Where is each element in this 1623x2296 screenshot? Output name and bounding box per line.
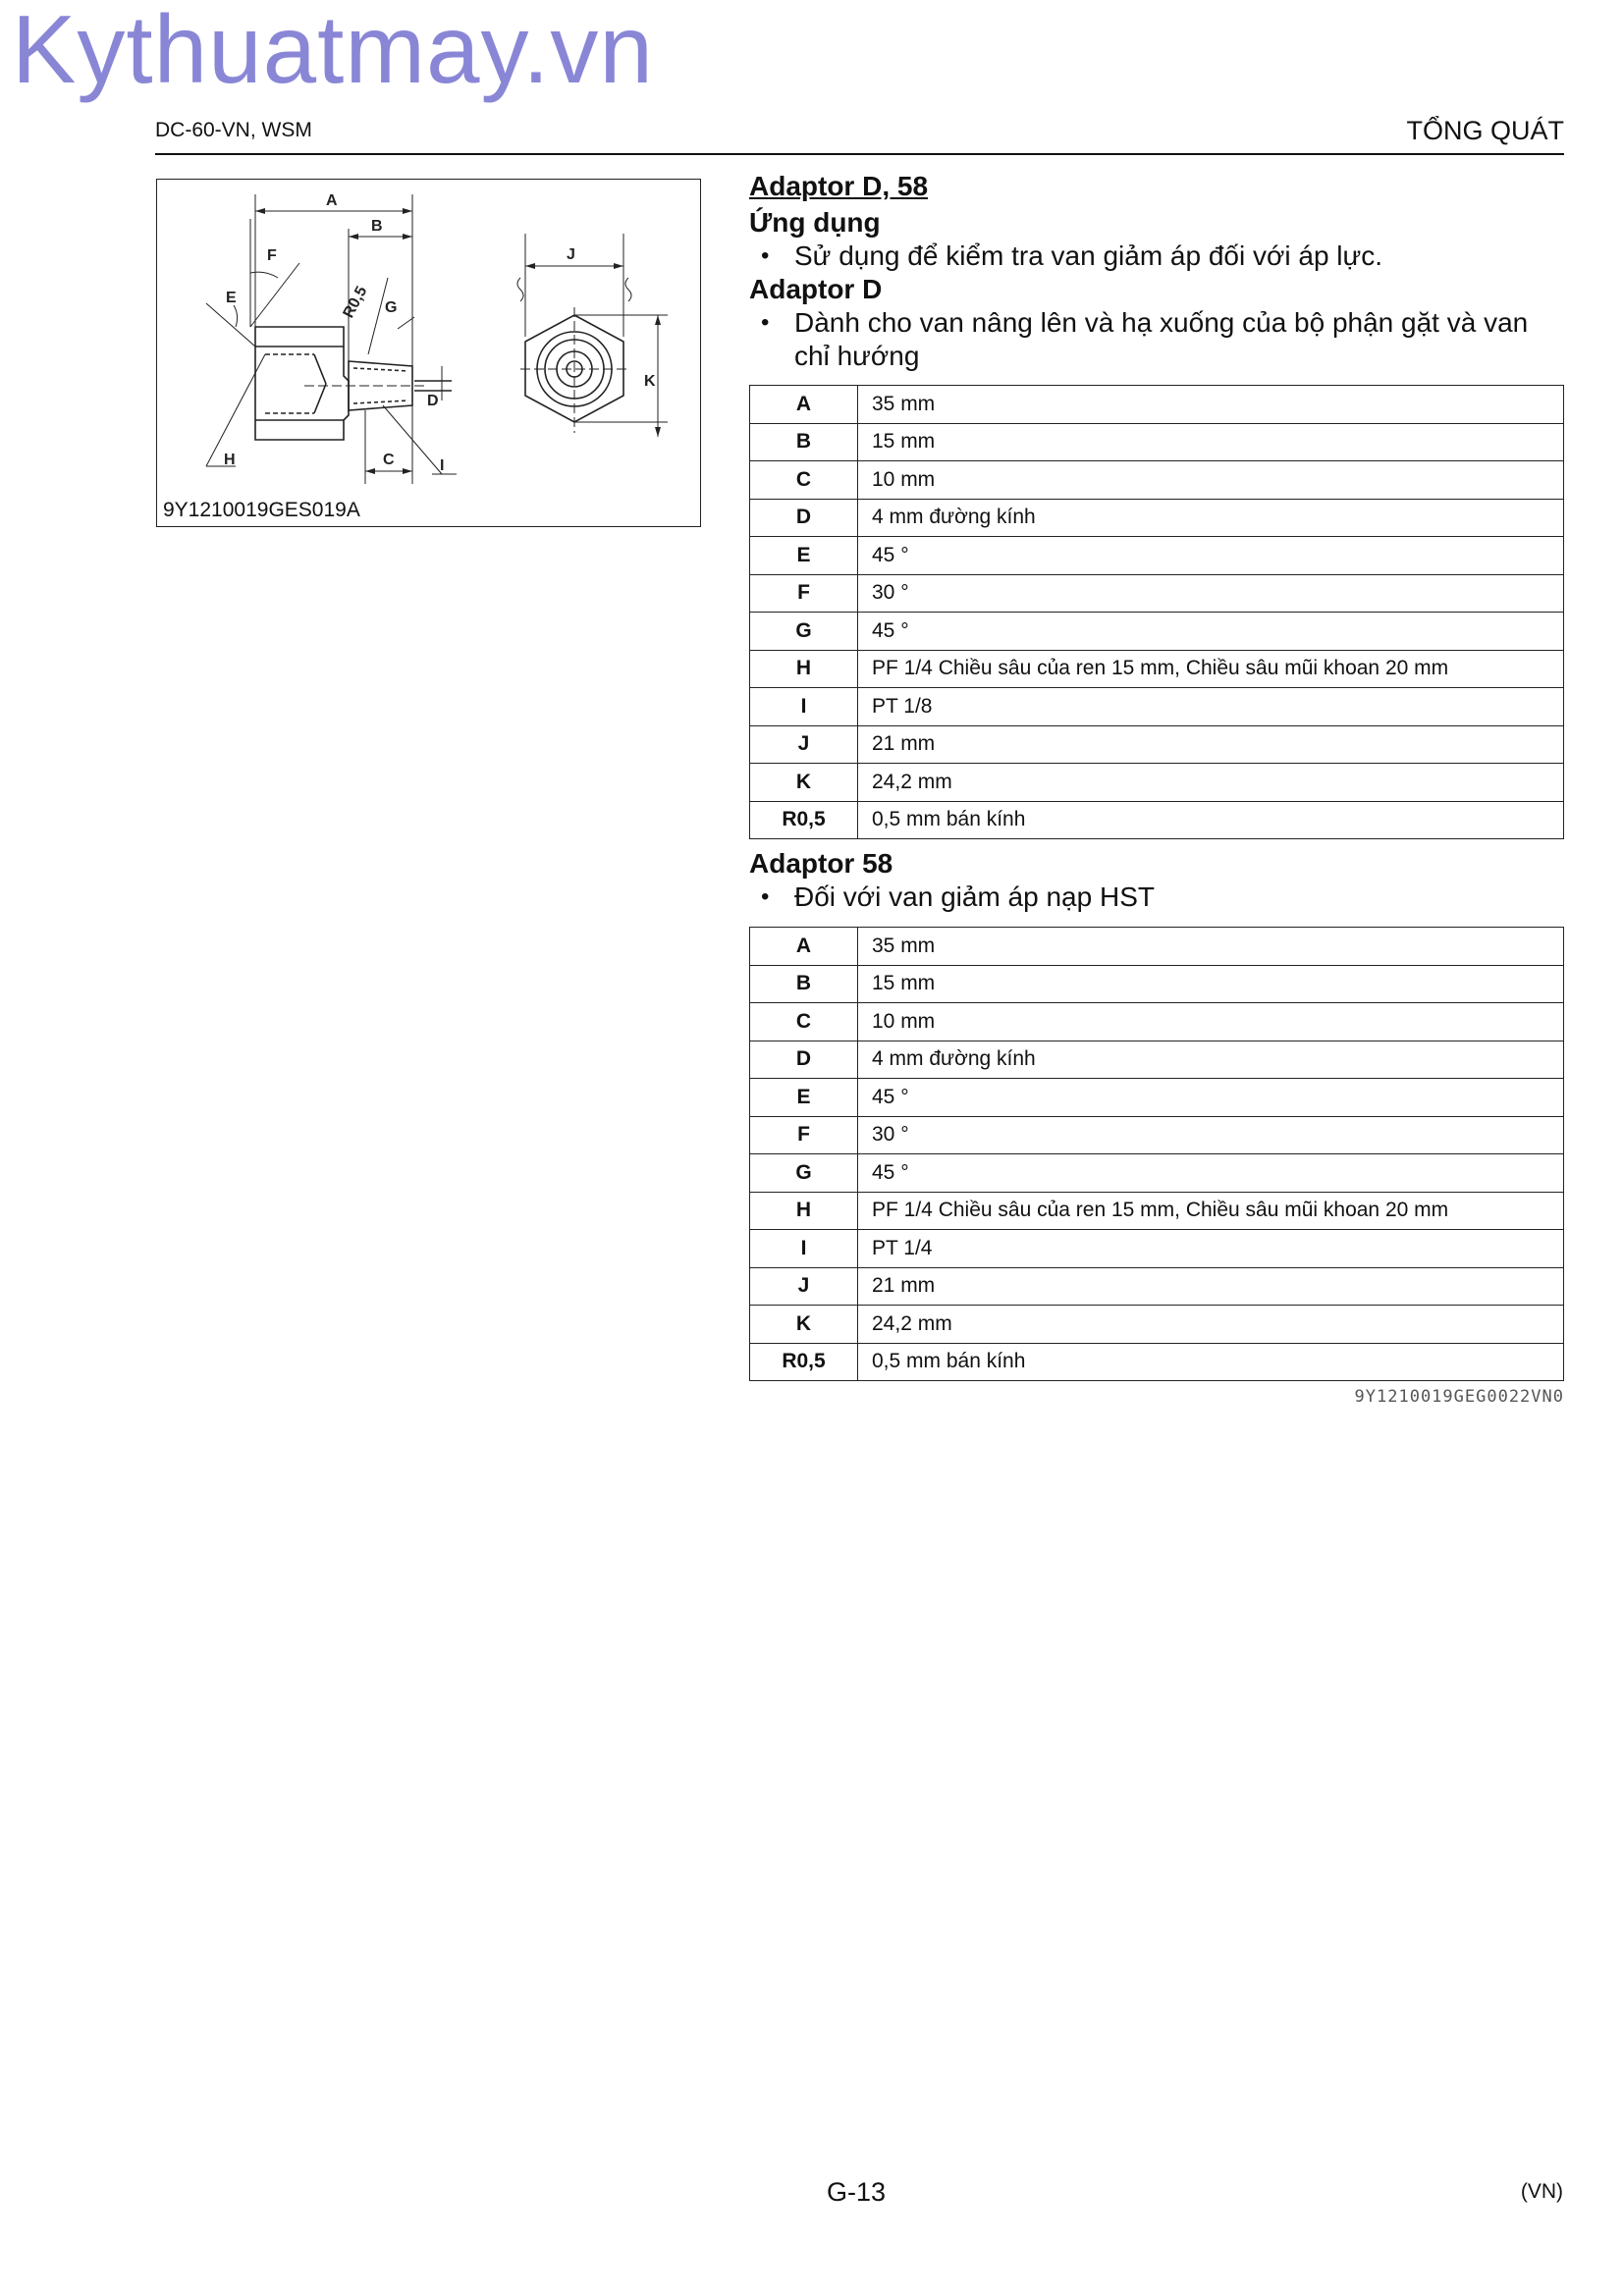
spec-row: [750, 1230, 1564, 1268]
label-D: D: [427, 393, 439, 409]
spec-key: A: [750, 928, 858, 966]
spec-value: 30 °: [858, 574, 1564, 613]
spec-row: [750, 764, 1564, 802]
spec-value: 45 °: [858, 1154, 1564, 1193]
spec-key: K: [750, 764, 858, 802]
label-H: H: [224, 452, 236, 468]
adaptor-d-spec-table: [749, 385, 1564, 839]
spec-row: [750, 499, 1564, 537]
label-B: B: [371, 218, 383, 235]
label-G: G: [385, 299, 398, 316]
adaptor-58-bullet: [749, 881, 1564, 914]
spec-key: D: [750, 499, 858, 537]
spec-value: 21 mm: [858, 1267, 1564, 1306]
spec-value: 15 mm: [858, 423, 1564, 461]
adaptor-drawing: [156, 179, 701, 527]
spec-row: [750, 574, 1564, 613]
spec-row: [750, 1192, 1564, 1230]
spec-key: G: [750, 1154, 858, 1193]
spec-key: D: [750, 1041, 858, 1079]
language-tag: (VN): [1520, 2180, 1563, 2203]
spec-row: [750, 423, 1564, 461]
spec-value: 24,2 mm: [858, 764, 1564, 802]
label-J: J: [567, 246, 575, 263]
bullet-dot: •: [761, 242, 770, 269]
spec-key: B: [750, 423, 858, 461]
spec-value: 45 °: [858, 1079, 1564, 1117]
adaptor-d-bullet: [749, 306, 1564, 373]
adaptor-58-spec-table: [749, 927, 1564, 1381]
spec-row: [750, 461, 1564, 500]
spec-value: 0,5 mm bán kính: [858, 801, 1564, 839]
spec-row: [750, 965, 1564, 1003]
adaptor-d-text: Dành cho van nâng lên và hạ xuống của bộ phận gặt và van chỉ hướng: [794, 307, 1529, 371]
spec-value: 24,2 mm: [858, 1306, 1564, 1344]
spec-key: C: [750, 1003, 858, 1041]
figure-caption: 9Y1210019GES019A: [163, 499, 360, 521]
spec-value: 45 °: [858, 613, 1564, 651]
spec-key: C: [750, 461, 858, 500]
label-K: K: [644, 373, 656, 390]
technical-drawing-svg: [157, 180, 699, 525]
spec-value: 30 °: [858, 1116, 1564, 1154]
header-doc-id: DC-60-VN, WSM: [155, 119, 312, 141]
label-C: C: [383, 452, 395, 468]
label-A: A: [326, 192, 338, 209]
spec-value: PF 1/4 Chiều sâu của ren 15 mm, Chiều sâu mũi khoan 20 mm: [858, 1192, 1564, 1230]
spec-key: F: [750, 1116, 858, 1154]
spec-value: PF 1/4 Chiều sâu của ren 15 mm, Chiều sâu mũi khoan 20 mm: [858, 650, 1564, 688]
spec-value: 10 mm: [858, 1003, 1564, 1041]
adaptor-side-body: [255, 327, 349, 440]
spec-value: 10 mm: [858, 461, 1564, 500]
usage-text: Sử dụng để kiểm tra van giảm áp đối với áp lực.: [794, 240, 1383, 271]
spec-row: [750, 1079, 1564, 1117]
spec-value: PT 1/8: [858, 688, 1564, 726]
spec-row: [750, 688, 1564, 726]
spec-row: [750, 801, 1564, 839]
spec-row: [750, 1343, 1564, 1381]
spec-row: [750, 1041, 1564, 1079]
spec-key: I: [750, 1230, 858, 1268]
spec-key: B: [750, 965, 858, 1003]
spec-key: E: [750, 1079, 858, 1117]
label-R0-5: R0,5: [340, 284, 371, 321]
section-title: Adaptor D, 58: [749, 171, 929, 201]
spec-row: [750, 1116, 1564, 1154]
spec-row: [750, 650, 1564, 688]
adaptor-d-heading: Adaptor D: [749, 274, 883, 304]
spec-row: [750, 613, 1564, 651]
spec-key: R0,5: [750, 801, 858, 839]
spec-key: G: [750, 613, 858, 651]
adaptor-58-text: Đối với van giảm áp nạp HST: [794, 881, 1155, 912]
spec-row: [750, 1154, 1564, 1193]
spec-value: 45 °: [858, 537, 1564, 575]
bullet-dot: •: [761, 309, 770, 336]
spec-key: E: [750, 537, 858, 575]
spec-row: [750, 1306, 1564, 1344]
content-column: [749, 169, 1564, 1407]
spec-value: 4 mm đường kính: [858, 499, 1564, 537]
usage-heading: Ứng dụng: [749, 207, 881, 238]
usage-bullet: [749, 240, 1564, 273]
adaptor-58-heading: Adaptor 58: [749, 848, 893, 879]
header-section-title: TỔNG QUÁT: [1406, 116, 1564, 145]
header-rule: [155, 153, 1564, 155]
spec-row: [750, 1267, 1564, 1306]
spec-key: A: [750, 386, 858, 424]
label-E: E: [226, 290, 237, 306]
label-F: F: [267, 247, 277, 264]
spec-key: H: [750, 1192, 858, 1230]
spec-value: 0,5 mm bán kính: [858, 1343, 1564, 1381]
spec-value: 15 mm: [858, 965, 1564, 1003]
spec-value: 21 mm: [858, 725, 1564, 764]
spec-key: R0,5: [750, 1343, 858, 1381]
document-code: 9Y1210019GEG0022VN0: [1354, 1387, 1564, 1407]
spec-key: J: [750, 1267, 858, 1306]
bullet-dot: •: [761, 883, 770, 910]
spec-row: [750, 1003, 1564, 1041]
spec-value: 4 mm đường kính: [858, 1041, 1564, 1079]
page-number: G-13: [827, 2177, 887, 2207]
label-I: I: [440, 457, 445, 474]
spec-row: [750, 537, 1564, 575]
spec-key: H: [750, 650, 858, 688]
spec-row: [750, 725, 1564, 764]
spec-key: K: [750, 1306, 858, 1344]
spec-key: I: [750, 688, 858, 726]
spec-value: PT 1/4: [858, 1230, 1564, 1268]
spec-row: [750, 386, 1564, 424]
watermark: Kythuatmay.vn: [12, 0, 654, 103]
spec-value: 35 mm: [858, 386, 1564, 424]
spec-value: 35 mm: [858, 928, 1564, 966]
spec-row: [750, 928, 1564, 966]
spec-key: J: [750, 725, 858, 764]
spec-key: F: [750, 574, 858, 613]
